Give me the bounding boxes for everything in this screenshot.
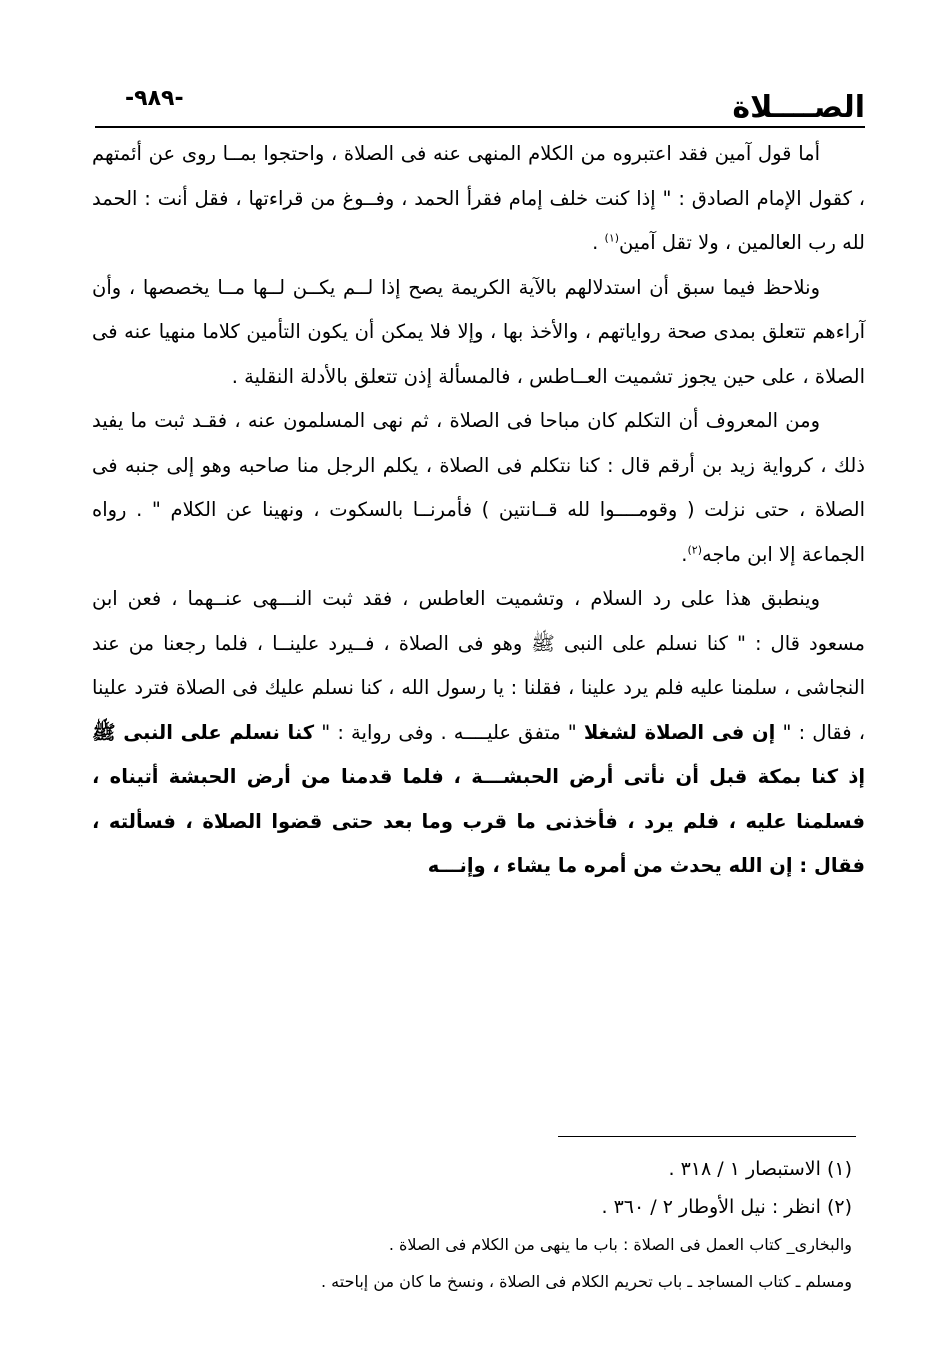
text-line: فلما رجعنا من عند النجاشى ، سلمنا عليه فلم يرد علينا ، فقلنا : يا رسول الله ، كنا: [92, 631, 865, 699]
text-line: ثبت ما يفيد ذلك ، كرواية زيد بن أرقم قال : كنا نتكلم فى الصلاة ، يكلم الرجل منا: [92, 409, 865, 477]
paragraph-amin: [92, 132, 865, 266]
paragraph-speech-in-prayer: [92, 399, 865, 577]
footnotes: [140, 1150, 852, 1300]
hadith-quote: كنا نسلم على النبى ﷺ إذ كنا بمكة قبل أن نأتى أرض الحبشـــة ،: [92, 720, 866, 788]
text-line: من قراءتها ، فقل أنت : الحمد لله رب العالمين ، ولا تقل آمين: [92, 186, 865, 254]
text-line: فالمسألة إذن تتعلق بالأدلة النقلية .: [231, 364, 511, 388]
text-end: .: [592, 231, 605, 254]
text-line: " متفق عليــــه .: [440, 720, 584, 744]
text-line: فعن ابن مسعود قال : " كنا نسلم على النبى ﷺ وهو فى الصلاة ، فــيرد علينــا ،: [92, 587, 865, 655]
text-line: ونلاحظ فيما سبق أن استدلالهم بالآية الكريمة يصح إذا لــم يكــن لــها مــا: [217, 275, 820, 299]
paragraph-observation: [92, 266, 865, 400]
text-line: يخصصها ، وأن آراءهم تتعلق بمدى صحة رواياتهم ، والأخذ بها ، وإلا فلا يمكن: [92, 275, 866, 343]
text-end: .: [681, 542, 688, 566]
footnote-divider: [558, 1136, 856, 1137]
footnote-2-muslim: ومسلم ـ كتاب المساجد ـ باب تحريم الكلام فى الصلاة ، ونسخ ما كان من إباحته .: [320, 1272, 852, 1291]
page-header: [95, 78, 865, 128]
text-line: نسلم عليك فى الصلاة فترد علينا ، فقال : ": [92, 676, 866, 744]
page-number: -٩٨٩-: [125, 86, 184, 111]
paragraph-greeting: [92, 577, 865, 889]
hadith-quote: بعد حتى قضوا الصلاة ، فسألته ، فقال : إن الله يحدث من أمره ما يشاء ، وإنـــه: [92, 809, 865, 877]
text-line: أما قول آمين فقد اعتبروه من الكلام المنهى عنه فى الصلاة ، واحتجوا بمــا: [222, 142, 820, 165]
footnote-ref-1: (١): [604, 231, 620, 245]
footnote-1: (١) الاستبصار ١ / ٣١٨ .: [668, 1158, 852, 1180]
footnote-2-bukhari: والبخارى_ كتاب العمل فى الصلاة : باب ما ينهى من الكلام فى الصلاة .: [388, 1235, 852, 1254]
body-text: [92, 132, 865, 889]
text-line: بالسكوت ، ونهينا عن الكلام " . رواه الجماعة إلا ابن ماجه: [92, 498, 865, 566]
text-line: صاحبه وهو إلى جنبه فى الصلاة ، حتى نزلت ( وقومــــوا لله قــانتين ) فأمرنــا: [92, 453, 865, 521]
text-line: وينطبق هذا على رد السلام ، وتشميت العاطس ، فقد ثبت النـــهى عنــهما ،: [171, 587, 821, 610]
text-line: ومن المعروف أن التكلم كان مباحا فى الصلاة ، ثم نهى المسلمون عنه ، فقـد: [191, 409, 820, 432]
hadith-quote: إن فى الصلاة لشغلا: [583, 720, 776, 744]
text-line: روى عن أئمتهم ، كقول الإمام الصادق : " إذا كنت خلف إمام فقرأ الحمد ، وفــوغ: [92, 142, 865, 210]
hadith-quote: فلما قدمنا من أرض الحبشة أتيناه ، فسلمنا عليه ، فلم يرد ، فأخذنى ما قرب وما: [92, 765, 866, 833]
footnote-2: (٢) انظر : نيل الأوطار ٢ / ٣٦٠ .: [601, 1196, 852, 1218]
chapter-title: الصــــلاة: [732, 90, 865, 125]
footnote-ref-2: (٢): [687, 543, 703, 556]
text-line: أن يكون التأمين كلاما منهيا عنه فى الصلاة ، على حين يجوز تشميت العــاطس ،: [92, 320, 865, 388]
text-line: وفى رواية : ": [314, 720, 434, 744]
